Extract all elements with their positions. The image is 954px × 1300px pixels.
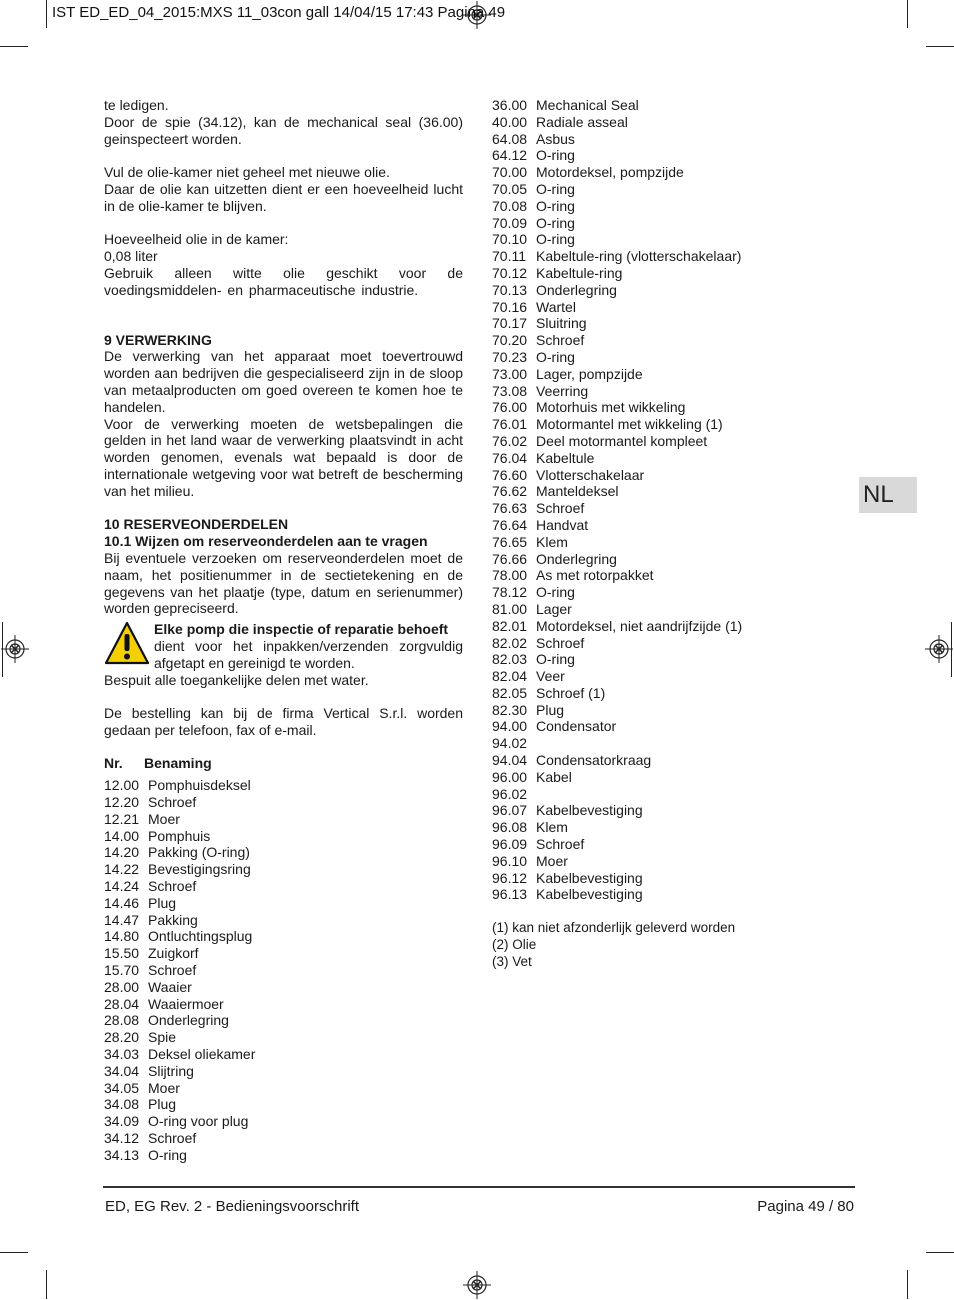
- list-item: [104, 828, 463, 845]
- part-name: O-ring voor plug: [148, 1113, 249, 1130]
- part-name: Deksel oliekamer: [148, 1046, 256, 1063]
- list-item: [492, 853, 822, 870]
- list-item: [104, 1029, 463, 1046]
- list-item: [492, 181, 822, 198]
- registration-mark-icon: [924, 634, 954, 664]
- part-name: Slijtring: [148, 1062, 194, 1079]
- list-item: [492, 147, 822, 164]
- section-heading: 10 RESERVEONDERDELEN: [104, 516, 289, 533]
- list-item: [492, 651, 822, 668]
- right-column: [492, 97, 822, 970]
- part-name: Waaier: [148, 978, 192, 995]
- list-item: [492, 618, 822, 635]
- footnote: (1) kan niet afzonderlijk geleverd worden: [492, 920, 736, 936]
- part-name: Onderlegring: [536, 281, 617, 298]
- part-name: Motormantel met wikkeling (1): [536, 416, 723, 433]
- part-name: Schroef: [536, 836, 585, 853]
- paragraph: Gebruik alleen witte olie geschikt voor de voedingsmiddelen- en pharmaceutische industrie.: [104, 264, 463, 298]
- part-name: Radiale asseal: [536, 113, 628, 130]
- crop-mark: [907, 1270, 908, 1299]
- footer-page-number: Pagina 49 / 80: [757, 1198, 854, 1215]
- part-number: 96.12: [492, 869, 528, 886]
- list-item: [492, 635, 822, 652]
- part-name: Moer: [148, 1079, 180, 1096]
- part-number: 28.08: [104, 1012, 140, 1029]
- list-item: [492, 366, 822, 383]
- list-item: [492, 836, 822, 853]
- part-number: 76.65: [492, 533, 528, 550]
- part-number: 76.02: [492, 432, 528, 449]
- list-item: [104, 895, 463, 912]
- part-name: Schroef: [536, 634, 585, 651]
- part-name: Schroef: [536, 332, 585, 349]
- part-number: 40.00: [492, 113, 528, 130]
- list-item: [492, 248, 822, 265]
- part-name: Plug: [148, 894, 177, 911]
- part-name: Schroef: [148, 962, 197, 979]
- registration-mark-icon: [462, 1270, 492, 1300]
- part-name: Handvat: [536, 516, 589, 533]
- crop-mark: [926, 46, 954, 47]
- list-item: [492, 215, 822, 232]
- part-number: 70.08: [492, 197, 528, 214]
- list-item: [104, 1063, 463, 1080]
- part-number: 76.66: [492, 550, 528, 567]
- part-name: Deel motormantel kompleet: [536, 432, 708, 449]
- part-number: 70.20: [492, 332, 528, 349]
- list-item: [492, 802, 822, 819]
- list-item: [492, 315, 822, 332]
- part-name: Asbus: [536, 130, 575, 147]
- part-number: 14.20: [104, 844, 140, 861]
- part-name: Pomphuisdeksel: [148, 777, 251, 794]
- part-name: Kabeltule: [536, 449, 595, 466]
- footer-document-title: ED, EG Rev. 2 - Bedieningsvoorschrift: [105, 1198, 359, 1215]
- part-name: Manteldeksel: [536, 483, 619, 500]
- paragraph: Bij eventuele verzoeken om reserveonderdelen moet de naam, het positienummer in de sectietekening en de gegevens van het plaatje (type, datum en serienummer) worden gepreciseerd.: [104, 549, 463, 617]
- part-name: Lager: [536, 600, 572, 617]
- footnote: (3) Vet: [492, 953, 532, 969]
- language-tab: NL: [859, 477, 917, 513]
- footer-rule: [103, 1186, 855, 1188]
- part-number: 76.01: [492, 416, 528, 433]
- part-name: Kabel: [536, 768, 572, 785]
- paragraph: Bespuit alle toegankelijke delen met water.: [104, 671, 369, 688]
- part-number: 70.11: [492, 248, 526, 265]
- part-number: 28.20: [104, 1029, 140, 1046]
- part-name: Motordeksel, pompzijde: [536, 164, 684, 181]
- part-name: Bevestigingsring: [148, 861, 251, 878]
- list-item: [492, 886, 822, 903]
- part-number: 14.47: [104, 911, 140, 928]
- list-item: [492, 718, 822, 735]
- part-number: 34.12: [104, 1130, 140, 1147]
- list-item: [492, 433, 822, 450]
- list-item: [104, 979, 463, 996]
- list-item: [492, 702, 822, 719]
- part-name: Sluitring: [536, 315, 587, 332]
- part-number: 70.16: [492, 298, 528, 315]
- paragraph: Door de spie (34.12), kan de mechanical seal (36.00) geinspecteert worden.: [104, 113, 463, 147]
- part-number: 34.03: [104, 1046, 140, 1063]
- part-name: Kabelbevestiging: [536, 869, 643, 886]
- part-name: Schroef: [536, 500, 585, 517]
- part-number: 34.09: [104, 1113, 140, 1130]
- part-name: Mechanical Seal: [536, 97, 639, 113]
- part-name: Condensatorkraag: [536, 752, 652, 769]
- list-item: [492, 97, 822, 114]
- part-name: Onderlegring: [148, 1012, 229, 1029]
- part-number: 94.04: [492, 752, 528, 769]
- part-number: 82.30: [492, 701, 528, 718]
- part-name: O-ring: [536, 348, 575, 365]
- part-number: 12.21: [104, 810, 140, 827]
- part-number: 34.08: [104, 1096, 140, 1113]
- part-number: 82.02: [492, 634, 528, 651]
- part-number: 76.00: [492, 399, 528, 416]
- crop-mark: [46, 1270, 47, 1299]
- part-name: Pakking (O-ring): [148, 844, 250, 861]
- part-number: 78.00: [492, 567, 528, 584]
- list-item: [492, 450, 822, 467]
- part-name: Kabeltule-ring: [536, 264, 623, 281]
- part-name: Ontluchtingsplug: [148, 928, 253, 945]
- list-item: [492, 534, 822, 551]
- crop-mark: [0, 46, 28, 47]
- part-name: O-ring: [536, 180, 575, 197]
- crop-mark: [0, 1252, 28, 1253]
- crop-mark: [46, 0, 47, 28]
- section-heading: 9 VERWERKING: [104, 331, 212, 348]
- footnotes: [492, 920, 822, 970]
- part-number: 70.09: [492, 214, 528, 231]
- list-item: [104, 777, 463, 794]
- crop-mark: [926, 1252, 954, 1253]
- part-name: O-ring: [536, 584, 575, 601]
- paragraph: Daar de olie kan uitzetten dient er een hoeveelheid lucht in de olie-kamer te blijven.: [104, 180, 463, 214]
- part-name: Zuigkorf: [148, 945, 199, 962]
- paragraph: te ledigen.: [104, 97, 169, 113]
- part-number: 96.02: [492, 785, 528, 802]
- part-name: Moer: [536, 852, 568, 869]
- list-item: [492, 551, 822, 568]
- list-item: [492, 164, 822, 181]
- part-number: 70.13: [492, 281, 528, 298]
- part-number: 96.13: [492, 886, 528, 903]
- part-name: O-ring: [536, 197, 575, 214]
- part-number: 96.09: [492, 836, 528, 853]
- list-item: [492, 517, 822, 534]
- part-name: O-ring: [536, 231, 575, 248]
- part-number: 28.04: [104, 995, 140, 1012]
- part-number: 96.08: [492, 819, 528, 836]
- parts-list: [104, 777, 463, 1163]
- list-item: [492, 668, 822, 685]
- part-number: 70.17: [492, 315, 528, 332]
- list-item: [492, 265, 822, 282]
- part-name: O-ring: [536, 214, 575, 231]
- part-name: Moer: [148, 810, 180, 827]
- list-item: [492, 601, 822, 618]
- list-item: [492, 567, 822, 584]
- part-number: 14.24: [104, 878, 140, 895]
- footnote: (2) Olie: [492, 936, 537, 952]
- part-name: O-ring: [536, 651, 575, 668]
- part-number: 76.04: [492, 449, 528, 466]
- part-number: 14.22: [104, 861, 140, 878]
- part-number: 70.23: [492, 348, 528, 365]
- list-item: [492, 786, 822, 803]
- list-item: [104, 1113, 463, 1130]
- part-number: 94.02: [492, 735, 528, 752]
- list-item: [104, 928, 463, 945]
- part-number: 14.00: [104, 827, 140, 844]
- part-name: Pakking: [148, 911, 198, 928]
- part-name: Veer: [536, 668, 565, 685]
- part-name: Vlotterschakelaar: [536, 466, 645, 483]
- list-item: [492, 198, 822, 215]
- part-name: Lager, pompzijde: [536, 365, 643, 382]
- part-name: Pomphuis: [148, 827, 211, 844]
- list-item: [492, 819, 822, 836]
- list-item: [104, 878, 463, 895]
- part-name: Kabelbevestiging: [536, 886, 643, 903]
- list-item: [104, 1096, 463, 1113]
- print-slug: IST ED_ED_04_2015:MXS 11_03con gall 14/04/15 17:43 Pagina 49: [52, 4, 506, 21]
- paragraph: De verwerking van het apparaat moet toevertrouwd worden aan bedrijven die gespecialiseerd zijn in de sloop van metaalproducten om goed overeen te komen hoe te handelen.: [104, 348, 463, 415]
- part-number: 73.00: [492, 365, 528, 382]
- list-item: [104, 844, 463, 861]
- list-item: [492, 584, 822, 601]
- part-number: 81.00: [492, 600, 528, 617]
- list-item: [492, 467, 822, 484]
- column-header-name: Benaming: [144, 755, 212, 772]
- part-number: 34.13: [104, 1146, 140, 1163]
- list-item: [492, 399, 822, 416]
- warning-text: dient voor het inpakken/verzenden zorgvuldig afgetapt en gereinigd te worden.: [154, 637, 463, 671]
- part-number: 64.12: [492, 147, 528, 164]
- list-item: [492, 299, 822, 316]
- part-name: Klem: [536, 533, 568, 550]
- left-column: [104, 97, 463, 1164]
- list-item: [104, 996, 463, 1013]
- warning-icon: [104, 621, 150, 665]
- list-item: [104, 1012, 463, 1029]
- part-number: 70.10: [492, 231, 528, 248]
- list-item: [492, 349, 822, 366]
- part-number: 14.46: [104, 894, 140, 911]
- list-item: [492, 131, 822, 148]
- list-item: [492, 332, 822, 349]
- part-number: 12.20: [104, 794, 140, 811]
- part-number: 78.12: [492, 584, 528, 601]
- part-number: 14.80: [104, 928, 140, 945]
- list-item: [104, 861, 463, 878]
- part-name: Onderlegring: [536, 550, 617, 567]
- paragraph: Vul de olie-kamer niet geheel met nieuwe olie.: [104, 164, 390, 181]
- list-item: [492, 282, 822, 299]
- part-name: Klem: [536, 819, 568, 836]
- part-name: As met rotorpakket: [536, 567, 654, 584]
- part-name: Waaiermoer: [148, 995, 224, 1012]
- subsection-heading: 10.1 Wijzen om reserveonderdelen aan te vragen: [104, 533, 428, 550]
- part-name: O-ring: [536, 147, 575, 164]
- part-name: Schroef: [148, 878, 197, 895]
- part-name: Condensator: [536, 718, 617, 735]
- paragraph: De bestelling kan bij de firma Vertical S.r.l. worden gedaan per telefoon, fax of e-mail.: [104, 705, 463, 738]
- part-name: Wartel: [536, 298, 576, 315]
- column-header-nr: Nr.: [104, 755, 123, 772]
- warning-block: [104, 621, 463, 671]
- list-item: [492, 114, 822, 131]
- part-number: 64.08: [492, 130, 528, 147]
- part-name: Kabelbevestiging: [536, 802, 643, 819]
- part-name: Motorhuis met wikkeling: [536, 399, 686, 416]
- part-name: Schroef: [148, 1130, 197, 1147]
- paragraph: 0,08 liter: [104, 248, 158, 265]
- list-item: [104, 1046, 463, 1063]
- part-name: O-ring: [148, 1146, 187, 1163]
- part-number: 70.05: [492, 180, 528, 197]
- list-item: [104, 912, 463, 929]
- parts-list: [492, 97, 822, 903]
- crop-mark: [907, 0, 908, 28]
- part-name: Plug: [148, 1096, 177, 1113]
- part-number: 15.50: [104, 945, 140, 962]
- part-number: 82.04: [492, 668, 528, 685]
- list-item: [104, 1147, 463, 1164]
- list-item: [492, 735, 822, 752]
- part-name: Plug: [536, 701, 565, 718]
- list-item: [492, 769, 822, 786]
- part-number: 76.64: [492, 516, 528, 533]
- list-item: [104, 794, 463, 811]
- part-number: 76.60: [492, 466, 528, 483]
- part-number: 96.07: [492, 802, 528, 819]
- list-item: [492, 231, 822, 248]
- list-item: [492, 483, 822, 500]
- parts-table-header: [104, 755, 463, 772]
- part-name: Spie: [148, 1029, 177, 1046]
- part-number: 82.01: [492, 617, 528, 634]
- part-number: 28.00: [104, 978, 140, 995]
- list-item: [104, 945, 463, 962]
- part-number: 70.00: [492, 164, 528, 181]
- paragraph: Hoeveelheid olie in de kamer:: [104, 231, 289, 248]
- part-name: Schroef: [148, 794, 197, 811]
- list-item: [492, 685, 822, 702]
- part-number: 96.10: [492, 852, 528, 869]
- list-item: [492, 870, 822, 887]
- part-number: 76.63: [492, 500, 528, 517]
- part-number: 36.00: [492, 97, 528, 113]
- paragraph: Voor de verwerking moeten de wetsbepalingen die gelden in het land waar de verwerking plaatsvindt in acht worden genomen, evenals wat bepaald is door de internationale wetgeving voor wat betreft de bescherming van het milieu.: [104, 415, 463, 499]
- part-number: 34.04: [104, 1062, 140, 1079]
- list-item: [104, 962, 463, 979]
- list-item: [104, 1130, 463, 1147]
- part-name: Kabeltule-ring (vlotterschakelaar): [536, 248, 742, 265]
- part-number: 76.62: [492, 483, 528, 500]
- registration-mark-icon: [0, 634, 30, 664]
- part-number: 82.05: [492, 684, 528, 701]
- part-number: 15.70: [104, 962, 140, 979]
- part-name: Veerring: [536, 382, 589, 399]
- part-number: 12.00: [104, 777, 140, 794]
- list-item: [104, 1080, 463, 1097]
- part-number: 82.03: [492, 651, 528, 668]
- list-item: [492, 416, 822, 433]
- list-item: [492, 383, 822, 400]
- part-name: Motordeksel, niet aandrijfzijde (1): [536, 617, 743, 634]
- list-item: [104, 811, 463, 828]
- list-item: [492, 500, 822, 517]
- part-number: 96.00: [492, 768, 528, 785]
- warning-title: Elke pomp die inspectie of reparatie behoeft: [154, 621, 449, 638]
- part-number: 73.08: [492, 382, 528, 399]
- part-number: 94.00: [492, 718, 528, 735]
- part-number: 34.05: [104, 1079, 140, 1096]
- part-name: Schroef (1): [536, 684, 606, 701]
- list-item: [492, 752, 822, 769]
- part-number: 70.12: [492, 264, 528, 281]
